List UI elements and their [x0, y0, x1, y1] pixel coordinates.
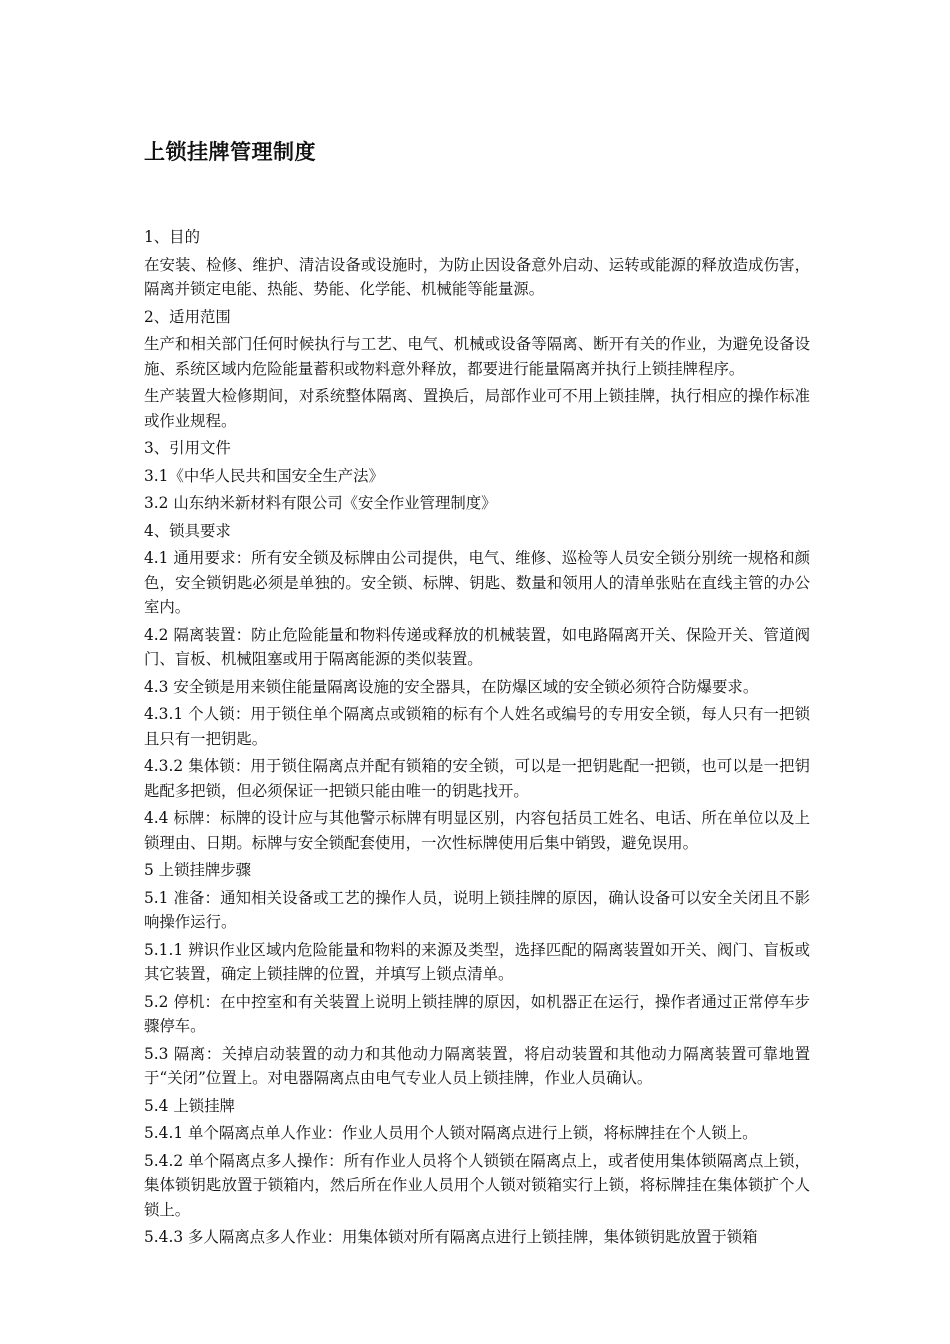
clause-tag: 4.4 标牌：标牌的设计应与其他警示标牌有明显区别，内容包括员工姓名、电话、所在单位以及上锁理由、日期。标牌与安全锁配套使用，一次性标牌使用后集中销毁，避免误用。 — [144, 809, 810, 852]
section-heading-lock-requirements: 4、锁具要求 — [144, 521, 231, 540]
step-shutdown: 5.2 停机：在中控室和有关装置上说明上锁挂牌的原因，如机器正在运行，操作者通过正常停车步骤停车。 — [144, 992, 810, 1035]
clause-personal-lock: 4.3.1 个人锁：用于锁住单个隔离点或锁箱的标有个人姓名或编号的专用安全锁，每人只有一把锁且只有一把钥匙。 — [144, 705, 810, 748]
section-heading-lockout-steps: 5 上锁挂牌步骤 — [144, 861, 252, 879]
step-preparation: 5.1 准备：通知相关设备或工艺的操作人员，说明上锁挂牌的原因，确认设备可以安全关闭且不影响操作运行。 — [144, 888, 810, 931]
step-single-point-single-person: 5.4.1 单个隔离点单人作业：作业人员用个人锁对隔离点进行上锁，将标牌挂在个人锁上。 — [144, 1124, 758, 1142]
section-heading-scope: 2、适用范围 — [144, 307, 231, 326]
clause-general-requirements: 4.1 通用要求：所有安全锁及标牌由公司提供，电气、维修、巡检等人员安全锁分别统一规格和颜色，安全锁钥匙必须是单独的。安全锁、标牌、钥匙、数量和领用人的清单张贴在直线主管的办公室内。 — [144, 549, 810, 616]
step-lockout-tagout: 5.4 上锁挂牌 — [144, 1096, 235, 1115]
paragraph-scope: 生产和相关部门任何时候执行与工艺、电气、机械或设备等隔离、断开有关的作业，为避免设备设施、系统区域内危险能量蓄积或物料意外释放，都要进行能量隔离并执行上锁挂牌程序。 — [144, 335, 810, 378]
section-heading-references: 3、引用文件 — [144, 439, 231, 457]
step-identify-energy: 5.1.1 辨识作业区域内危险能量和物料的来源及类型，选择匹配的隔离装置如开关、阀门、盲板或其它装置，确定上锁挂牌的位置，并填写上锁点清单。 — [144, 940, 810, 983]
paragraph-purpose: 在安装、检修、维护、清洁设备或设施时，为防止因设备意外启动、运转或能源的释放造成伤害，隔离并锁定电能、热能、势能、化学能、机械能等能量源。 — [144, 255, 810, 298]
section-heading-purpose: 1、目的 — [144, 228, 200, 246]
document-body — [144, 225, 810, 1253]
step-multi-point-multi-person: 5.4.3 多人隔离点多人作业：用集体锁对所有隔离点进行上锁挂牌，集体锁钥匙放置于锁箱 — [144, 1228, 758, 1246]
clause-safety-lock: 4.3 安全锁是用来锁住能量隔离设施的安全器具，在防爆区域的安全锁必须符合防爆要求。 — [144, 677, 759, 696]
document-title: 上锁挂牌管理制度 — [144, 140, 316, 164]
clause-group-lock: 4.3.2 集体锁：用于锁住隔离点并配有锁箱的安全锁，可以是一把钥匙配一把锁，也可以是一把钥匙配多把锁，但必须保证一把锁只能由唯一的钥匙找开。 — [144, 757, 810, 800]
clause-isolation-device: 4.2 隔离装置：防止危险能量和物料传递或释放的机械装置，如电路隔离开关、保险开关、管道阀门、盲板、机械阻塞或用于隔离能源的类似装置。 — [144, 625, 810, 668]
step-single-point-multi-person: 5.4.2 单个隔离点多人操作：所有作业人员将个人锁锁在隔离点上，或者使用集体锁隔离点上锁，集体锁钥匙放置于锁箱内，然后所在作业人员用个人锁对锁箱实行上锁，将标牌挂在集体锁扩个人锁上。 — [144, 1151, 810, 1219]
paragraph-scope-exception: 生产装置大检修期间，对系统整体隔离、置换后，局部作业可不用上锁挂牌，执行相应的操作标准或作业规程。 — [144, 387, 810, 430]
reference-item: 3.2 山东纳米新材料有限公司《安全作业管理制度》 — [144, 494, 497, 512]
step-isolation: 5.3 隔离：关掉启动装置的动力和其他动力隔离装置，将启动装置和其他动力隔离装置可靠地置于“关闭”位置上。对电器隔离点由电气专业人员上锁挂牌，作业人员确认。 — [144, 1044, 810, 1087]
reference-item: 3.1《中华人民共和国安全生产法》 — [144, 466, 384, 485]
